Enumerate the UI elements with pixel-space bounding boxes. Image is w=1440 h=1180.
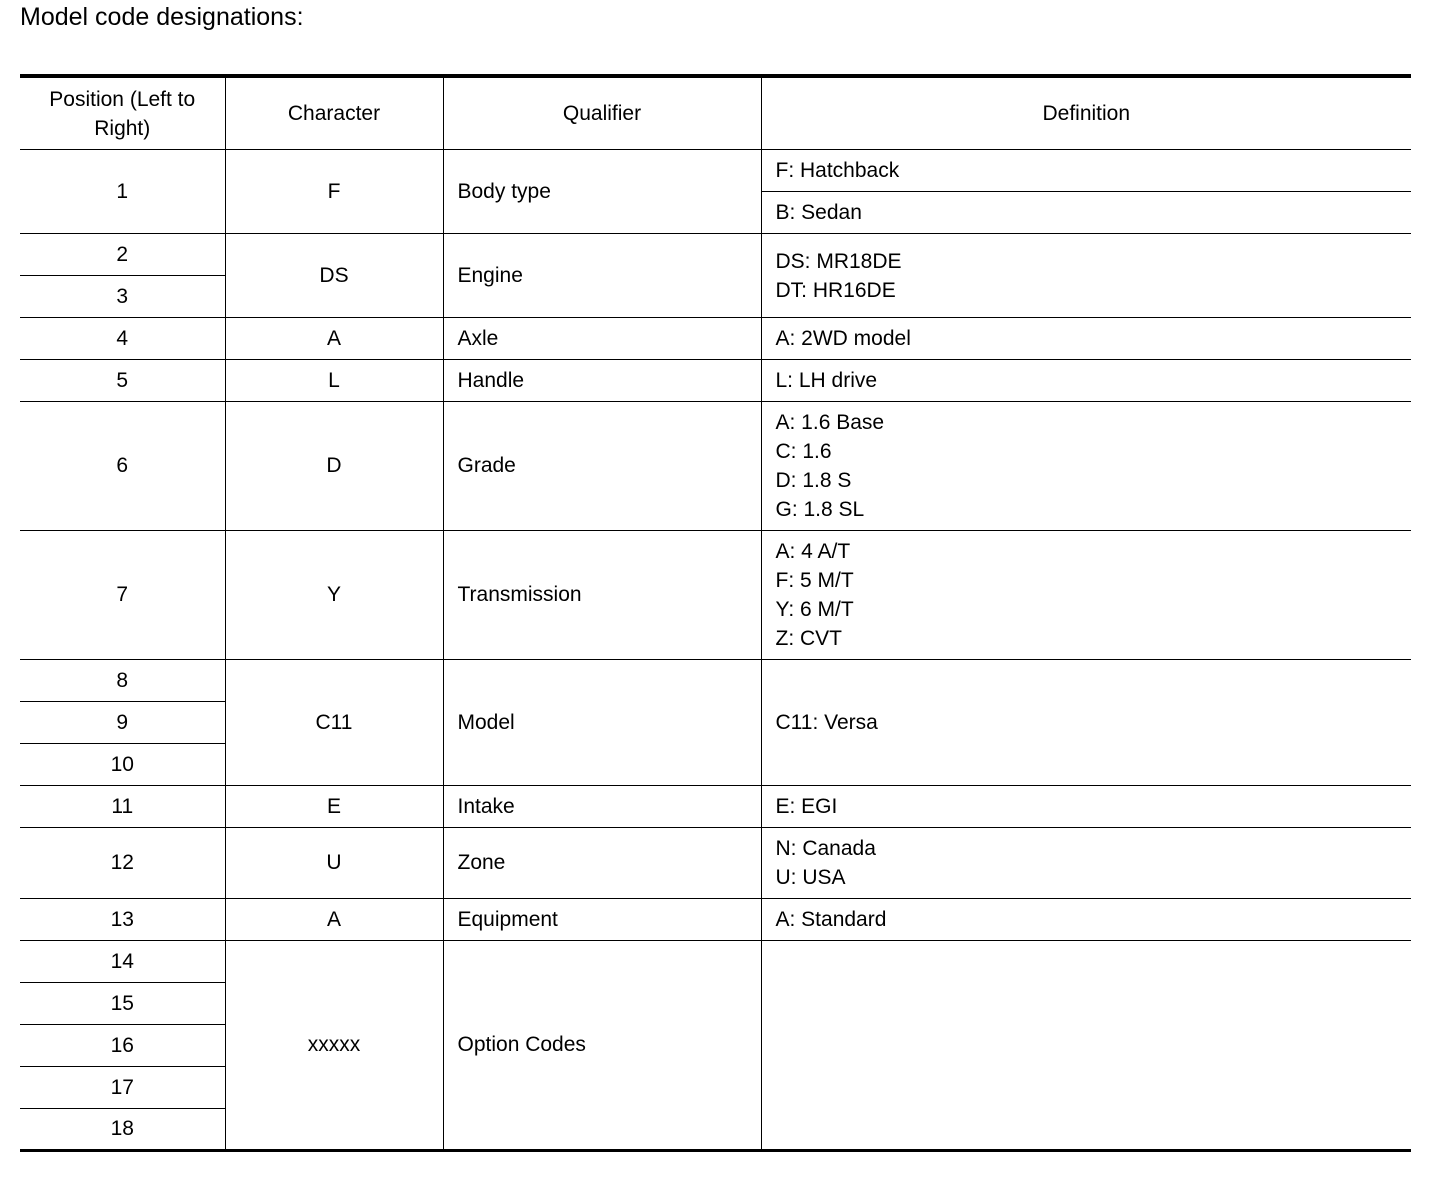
definition-cell: F: Hatchback xyxy=(761,150,1411,192)
definition-line: DT: HR16DE xyxy=(775,278,896,302)
table-row xyxy=(20,660,1411,702)
table-header-row xyxy=(20,76,1411,150)
table-row xyxy=(20,318,1411,360)
position-cell: 12 xyxy=(20,828,225,899)
definition-line: Y: 6 M/T xyxy=(775,598,854,621)
qualifier-cell: Engine xyxy=(443,234,761,318)
definition-cell: L: LH drive xyxy=(761,360,1411,402)
character-cell: U xyxy=(225,828,443,899)
position-cell: 5 xyxy=(20,360,225,402)
header-definition: Definition xyxy=(761,76,1411,150)
position-cell: 9 xyxy=(20,702,225,744)
position-cell: 13 xyxy=(20,899,225,941)
table-row xyxy=(20,899,1411,941)
qualifier-cell: Handle xyxy=(443,360,761,402)
position-cell: 3 xyxy=(20,276,225,318)
qualifier-cell: Model xyxy=(443,660,761,786)
definition-line: DS: MR18DE xyxy=(775,249,902,273)
definition-line: D: 1.8 S xyxy=(775,469,852,492)
table-row xyxy=(20,531,1411,660)
table-row xyxy=(20,402,1411,531)
position-cell: 15 xyxy=(20,983,225,1025)
header-position: Position (Left to Right) xyxy=(20,76,225,150)
table-row xyxy=(20,828,1411,899)
definition-cell xyxy=(761,941,1411,1151)
character-cell: xxxxx xyxy=(225,941,443,1151)
definition-line: G: 1.8 SL xyxy=(775,498,865,521)
definition-cell xyxy=(761,234,1411,318)
position-cell: 11 xyxy=(20,786,225,828)
header-qualifier: Qualifier xyxy=(443,76,761,150)
position-cell: 1 xyxy=(20,150,225,234)
table-row xyxy=(20,150,1411,192)
page-title: Model code designations: xyxy=(20,3,304,31)
definition-line: A: 1.6 Base xyxy=(775,411,885,434)
character-cell: A xyxy=(225,899,443,941)
header-character: Character xyxy=(225,76,443,150)
character-cell: F xyxy=(225,150,443,234)
qualifier-cell: Body type xyxy=(443,150,761,234)
definition-line: C: 1.6 xyxy=(775,440,832,463)
character-cell: Y xyxy=(225,531,443,660)
table-row xyxy=(20,941,1411,983)
definition-cell: A: Standard xyxy=(761,899,1411,941)
definition-cell: E: EGI xyxy=(761,786,1411,828)
position-cell: 14 xyxy=(20,941,225,983)
table-row xyxy=(20,234,1411,276)
character-cell: DS xyxy=(225,234,443,318)
definition-cell xyxy=(761,531,1411,660)
definition-cell: A: 2WD model xyxy=(761,318,1411,360)
definition-line: Z: CVT xyxy=(775,627,842,650)
definition-line: U: USA xyxy=(775,866,846,889)
definition-line: A: 4 A/T xyxy=(775,540,851,563)
qualifier-cell: Axle xyxy=(443,318,761,360)
qualifier-cell: Transmission xyxy=(443,531,761,660)
qualifier-cell: Intake xyxy=(443,786,761,828)
position-cell: 10 xyxy=(20,744,225,786)
character-cell: D xyxy=(225,402,443,531)
table-row xyxy=(20,786,1411,828)
position-cell: 17 xyxy=(20,1067,225,1109)
position-cell: 18 xyxy=(20,1109,225,1151)
qualifier-cell: Zone xyxy=(443,828,761,899)
table-row xyxy=(20,360,1411,402)
position-cell: 8 xyxy=(20,660,225,702)
character-cell: A xyxy=(225,318,443,360)
position-cell: 4 xyxy=(20,318,225,360)
definition-cell xyxy=(761,402,1411,531)
character-cell: C11 xyxy=(225,660,443,786)
position-cell: 7 xyxy=(20,531,225,660)
position-cell: 16 xyxy=(20,1025,225,1067)
qualifier-cell: Equipment xyxy=(443,899,761,941)
model-code-table xyxy=(20,74,1411,1152)
character-cell: L xyxy=(225,360,443,402)
definition-line: N: Canada xyxy=(775,837,876,860)
character-cell: E xyxy=(225,786,443,828)
definition-line: F: 5 M/T xyxy=(775,569,854,592)
definition-cell: B: Sedan xyxy=(761,192,1411,234)
position-cell: 6 xyxy=(20,402,225,531)
qualifier-cell: Grade xyxy=(443,402,761,531)
definition-cell xyxy=(761,828,1411,899)
position-cell: 2 xyxy=(20,234,225,276)
qualifier-cell: Option Codes xyxy=(443,941,761,1151)
definition-cell: C11: Versa xyxy=(761,660,1411,786)
